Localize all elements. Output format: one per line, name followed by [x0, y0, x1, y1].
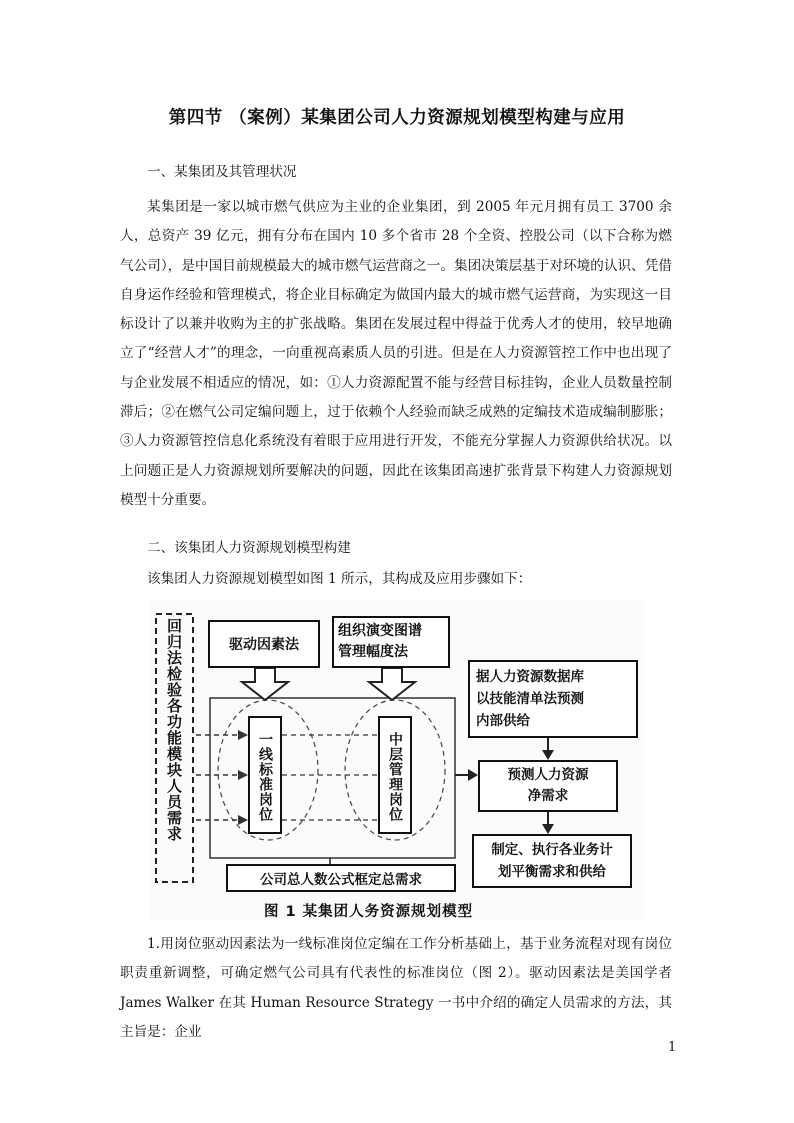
total-demand-box	[226, 864, 456, 892]
block-arrow-driver	[242, 668, 288, 700]
business-plan-line1: 制定、执行各业务计	[491, 842, 613, 858]
figure-1	[150, 600, 645, 920]
net-demand-line1: 预测人力资源	[507, 767, 589, 783]
internal-supply-line1: 据人力资源数据库	[476, 669, 584, 685]
net-demand-box	[478, 760, 618, 812]
total-demand-label: 公司总人数公式框定总需求	[260, 872, 422, 888]
net-demand-line2: 净需求	[527, 788, 569, 804]
org-evolution-box	[332, 616, 450, 668]
business-plan-line2: 划平衡需求和供给	[498, 864, 606, 880]
arrowhead-2	[238, 770, 248, 780]
arrowhead-supply-demand	[542, 750, 554, 760]
paragraph-2: 该集团人力资源规划模型如图 1 所示，其构成及应用步骤如下：	[147, 571, 532, 587]
page-number: 1	[668, 1040, 677, 1055]
arrowhead-3	[238, 815, 248, 825]
driver-factor-box	[208, 620, 320, 668]
arrowhead-demand	[468, 769, 478, 781]
frontline-post-box: 一线标准岗位	[248, 716, 282, 834]
block-arrow-org	[369, 668, 415, 700]
arrowhead-1	[238, 730, 248, 740]
arrowhead-demand-plan	[542, 824, 554, 834]
org-evolution-line2: 管理幅度法	[338, 644, 408, 660]
section-heading-1: 一、某集团及其管理状况	[147, 164, 297, 180]
business-plan-box	[472, 834, 632, 888]
paragraph-3: 1.用岗位驱动因素法为一线标准岗位定编在工作分析基础上，基于业务流程对现有岗位职责重新调整，可确定燃气公司具有代表性的标准岗位（图 2）。驱动因素法是美国学者 James Walker 在其 Human Resource Strategy 一书中介绍的确定人员需求的方法，其主旨是：企业	[120, 936, 672, 1040]
internal-supply-box	[468, 660, 638, 738]
internal-supply-line2: 以技能清单法预测	[476, 691, 584, 707]
page-title: 第四节 （案例）某集团公司人力资源规划模型构建与应用	[168, 108, 626, 128]
figure-caption: 图 1 某集团人务资源规划模型	[264, 904, 474, 920]
driver-factor-label: 驱动因素法	[229, 637, 299, 653]
internal-supply-line3: 内部供给	[476, 713, 530, 729]
middle-management-box: 中层管理岗位	[378, 716, 412, 834]
paragraph-1: 某集团是一家以城市燃气供应为主业的企业集团，到 2005 年元月拥有员工 3700 余人，总资产 39 亿元，拥有分布在国内 10 多个省市 28 个全资、控股公司（以下合称为燃气公司），是中国目前规模最大的城市燃气运营商之一。集团决策层基于对环境的认识、凭借自身运作经验和管理模式，将企业目标确定为做国内最大的城市燃气运营商，为实现这一目标设计了以兼并收购为主的扩张战略。集团在发展过程中得益于优秀人才的使用，较早地确立了“经营人才”的理念，一向重视高素质人员的引进。但是在人力资源管控工作中也出现了与企业发展不相适应的情况，如：①人力资源配置不能与经营目标挂钩，企业人员数量控制滞后；②在燃气公司定编问题上，过于依赖个人经验而缺乏成熟的定编技术造成编制膨胀；③人力资源管控信息化系统没有着眼于应用进行开发，不能充分掌握人力资源供给状况。以上问题正是人力资源规划所要解决的问题，因此在该集团高速扩张背景下构建人力资源规划模型十分重要。	[120, 199, 672, 508]
section-heading-2: 二、该集团人力资源规划模型构建	[147, 540, 351, 556]
org-evolution-line1: 组织演变图谱	[338, 623, 422, 639]
regression-check-label: 回归法检验各功能模块人员需求	[165, 618, 183, 842]
